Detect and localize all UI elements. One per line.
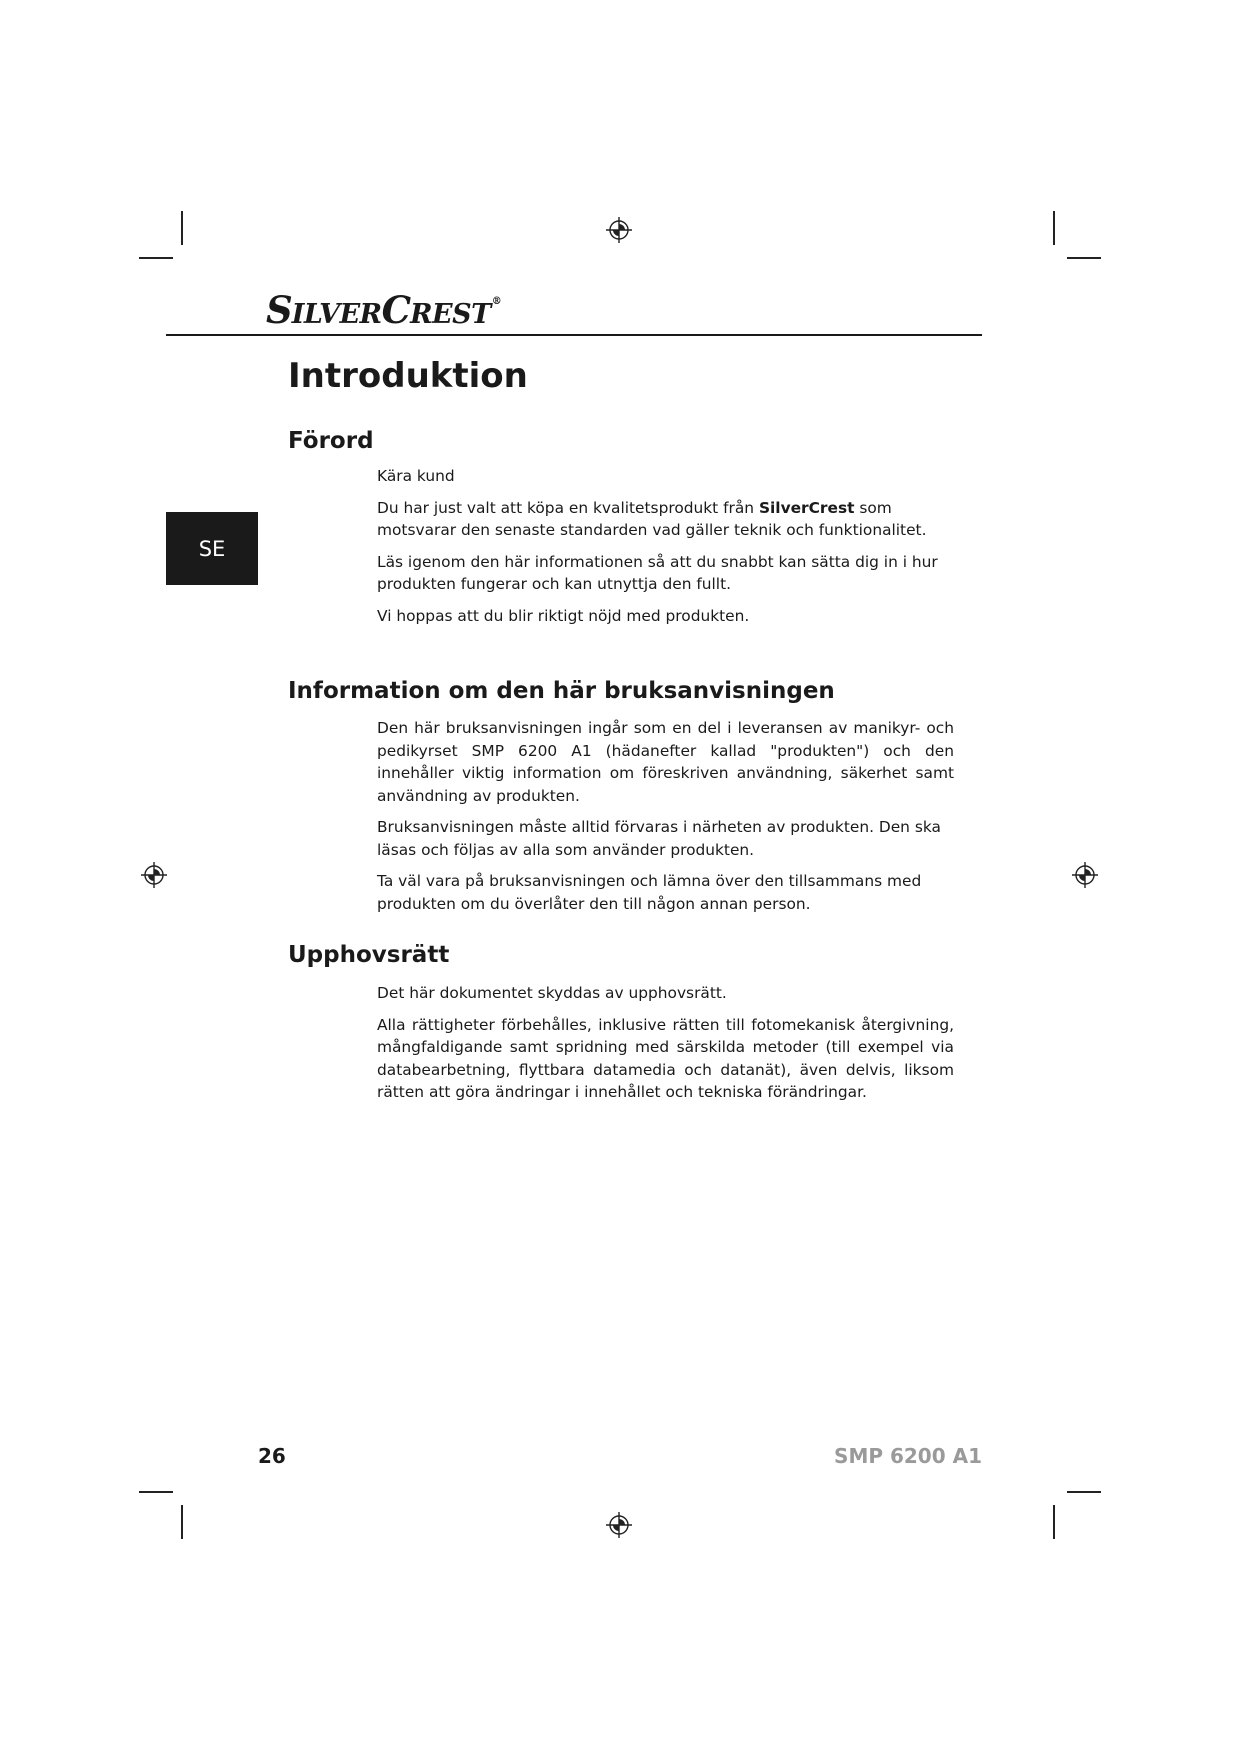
paragraph-text: som motsvarar den senaste standarden vad gäller teknik och funktionalitet. (377, 498, 927, 539)
brand-name: SilverCrest (758, 498, 855, 517)
language-tab: SE (166, 512, 258, 585)
registration-target-icon (1072, 862, 1098, 888)
crop-mark (1053, 1505, 1055, 1539)
registration-target-icon (606, 1512, 632, 1538)
paragraph: Det här dokumentet skyddas av upphovsrätt. (377, 984, 727, 1002)
page-title: Introduktion (288, 356, 528, 396)
paragraph-text: Du har just valt att köpa en kvalitetsprodukt från (377, 498, 759, 517)
header-rule (166, 334, 982, 336)
paragraph: Bruksanvisningen måste alltid förvaras i närheten av produkten. Den ska läsas och följas av alla som använder produkten. (377, 818, 941, 859)
crop-mark (181, 1505, 183, 1539)
paragraph (377, 497, 954, 542)
paragraph: Den här bruksanvisningen ingår som en del i leveransen av manikyr- och pedikyrset SMP 6200 A1 (hädanefter kallad "produkten") och den innehåller viktig information om föreskriven användning, säkerhet samt användning av produkten. (377, 719, 954, 805)
logo-letters: REST (410, 299, 491, 330)
logo-letter: C (381, 288, 411, 332)
logo-letter: S (266, 288, 292, 332)
logo-letters: ILVER (291, 299, 382, 330)
paragraph: Läs igenom den här informationen så att du snabbt kan sätta dig in i hur produkten fungerar och kan utnyttja den fullt. (377, 552, 938, 593)
paragraph: Ta väl vara på bruksanvisningen och lämna över den tillsammans med produkten om du överlåter den till någon annan person. (377, 872, 922, 913)
paragraph: Alla rättigheter förbehålles, inklusive rätten till fotomekanisk återgivning, mångfaldigande samt spridning med särskilda metoder (till exempel via databearbetning, flyttbara datamedia och datanät), även delvis, liksom rätten att göra ändringar i innehållet och tekniska förändringar. (377, 1015, 954, 1101)
registration-target-icon (606, 217, 632, 243)
section-heading-upphovsratt: Upphovsrätt (288, 942, 450, 968)
greeting: Kära kund (377, 467, 455, 485)
crop-mark (181, 211, 183, 245)
crop-mark (1067, 257, 1101, 259)
section-heading-forord: Förord (288, 428, 374, 454)
section-body-information (377, 717, 954, 924)
section-body-upphovsratt (377, 982, 954, 1113)
crop-mark (1053, 211, 1055, 245)
page-number: 26 (258, 1444, 286, 1468)
paragraph: Vi hoppas att du blir riktigt nöjd med produkten. (377, 606, 750, 625)
silvercrest-logo (266, 288, 502, 332)
model-number: SMP 6200 A1 (834, 1444, 982, 1468)
crop-mark (139, 257, 173, 259)
registered-mark: ® (491, 296, 502, 307)
section-heading-information: Information om den här bruksanvisningen (288, 678, 835, 704)
crop-mark (139, 1491, 173, 1493)
section-body-forord (377, 465, 954, 636)
crop-mark (1067, 1491, 1101, 1493)
registration-target-icon (141, 862, 167, 888)
